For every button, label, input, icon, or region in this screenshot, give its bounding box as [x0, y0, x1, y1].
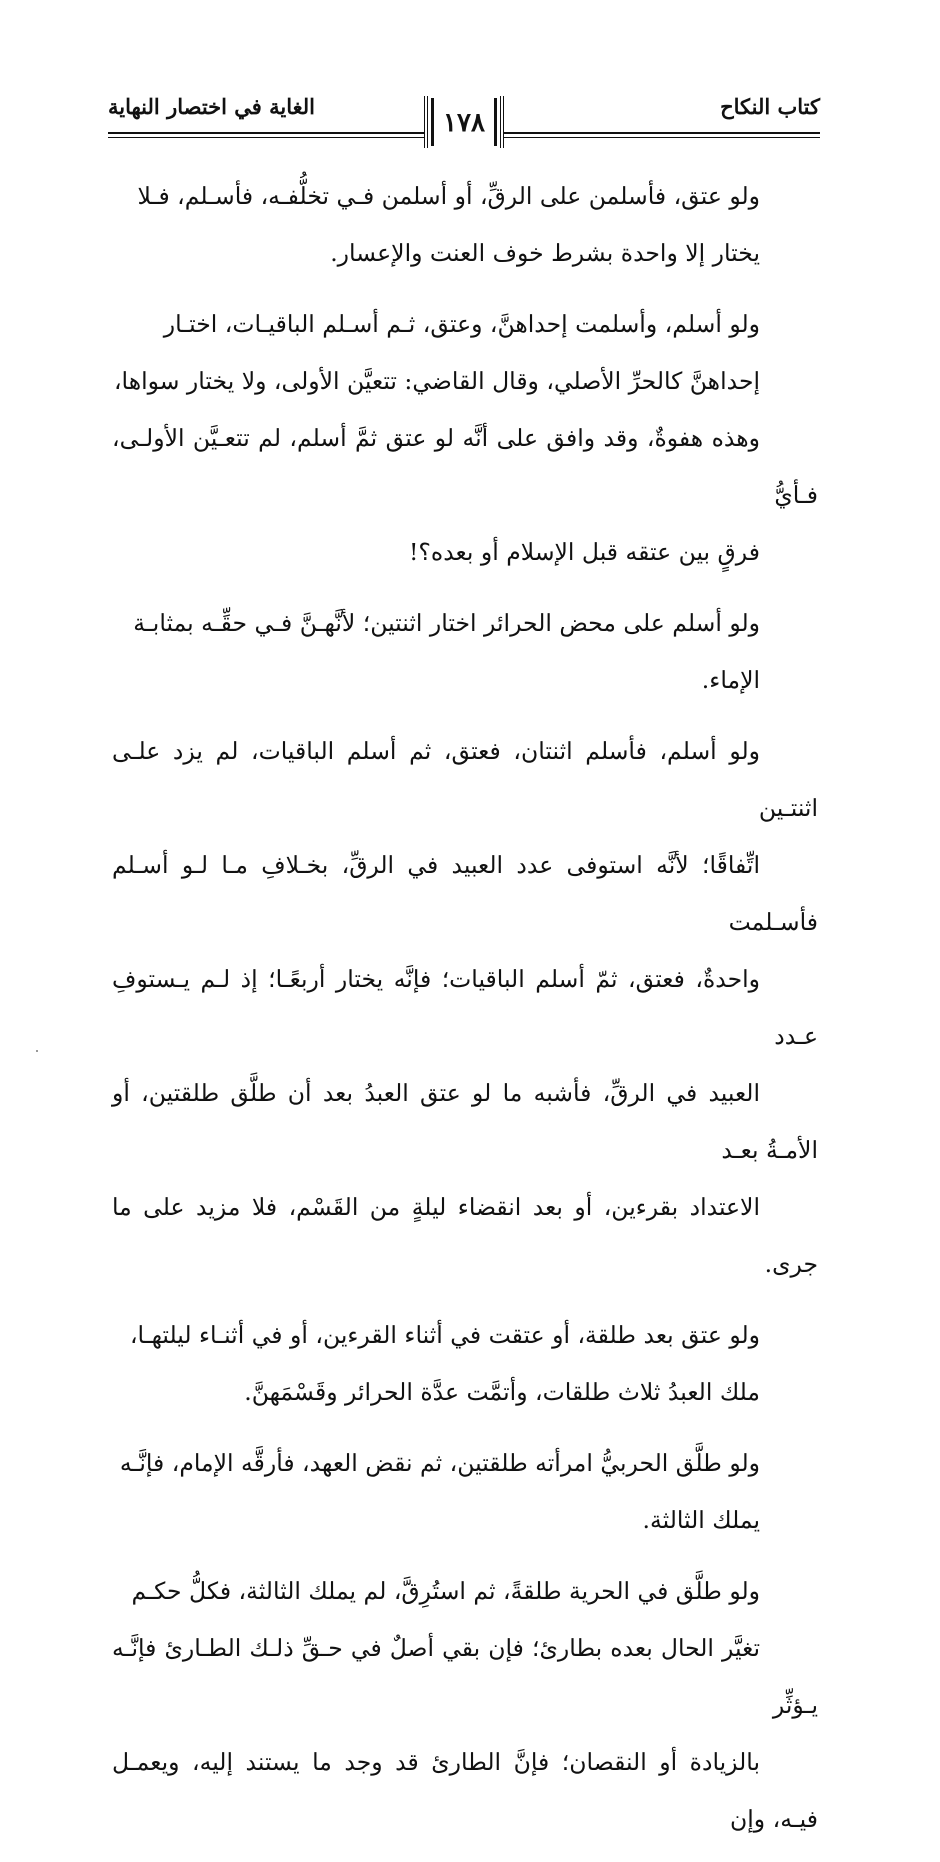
- running-header: [108, 92, 820, 152]
- text-line: تغيَّر الحال بعده بطارئ؛ فإن بقي أصلٌ في حـقِّ ذلـك الطـارئ فإنَّـه يـؤثِّر: [112, 1634, 818, 1719]
- paragraph: [112, 1307, 818, 1421]
- text-line: إحداهنَّ كالحرِّ الأصلي، وقال القاضي: تتعيَّن الأولى، ولا يختار سواها،: [113, 367, 760, 395]
- text-line: ولو عتق بعد طلقة، أو عتقت في أثناء القرءين، أو في أثنـاء ليلتهـا،: [129, 1321, 760, 1349]
- header-book-title: الغاية في اختصار النهاية: [108, 94, 315, 119]
- paragraph: [112, 296, 818, 581]
- page-body: [112, 168, 818, 1862]
- text-line: ولو أسلم، وأسلمت إحداهنَّ، وعتق، ثـم أسـلم الباقيـات، اختـار: [163, 310, 760, 338]
- text-line: ولو أسلم على محض الحرائر اختار اثنتين؛ لأنَّهـنَّ فـي حقِّـه بمثابـة: [133, 609, 760, 637]
- paragraph: [112, 595, 818, 709]
- text-line: ولو طلَّق في الحرية طلقةً، ثم استُرِقَّ، لم يملك الثالثة، فكلُّ حكـم: [131, 1577, 760, 1605]
- paragraph: [112, 168, 818, 282]
- text-line: وهذه هفوةٌ، وقد وافق على أنَّه لو عتق ثمَّ أسلم، لم تتعـيَّن الأولـى، فـأيُّ: [112, 424, 818, 509]
- paragraph: [112, 1435, 818, 1549]
- text-line: يملك الثالثة.: [642, 1506, 760, 1534]
- header-section-title: كتاب النكاح: [720, 94, 820, 119]
- text-line: واحدةٌ، فعتق، ثمّ أسلم الباقيات؛ فإنَّه يختار أربعًـا؛ إذ لـم يـستوفِ عـدد: [112, 965, 818, 1050]
- margin-speck: [36, 1050, 38, 1052]
- text-line: ملك العبدُ ثلاث طلقات، وأتمَّت عدَّة الحرائر وقَسْمَهنَّ.: [244, 1378, 760, 1406]
- text-line: فرقٍ بين عتقه قبل الإسلام أو بعده؟!: [408, 538, 760, 566]
- text-line: العبيد في الرقِّ، فأشبه ما لو عتق العبدُ بعد أن طلَّق طلقتين، أو الأمـةُ بعـد: [112, 1079, 818, 1164]
- text-line: بالزيادة أو النقصان؛ فإنَّ الطارئ قد وجد ما يستند إليه، ويعمـل فيـه، وإن: [112, 1748, 818, 1833]
- text-line: الاعتداد بقرءين، أو بعد انقضاء ليلةٍ من القَسْم، فلا مزيد على ما جرى.: [112, 1193, 818, 1278]
- text-line: الإماء.: [701, 666, 760, 694]
- text-line: اتِّفاقًا؛ لأنَّه استوفى عدد العبيد في الرقِّ، بخـلافِ مـا لـو أسـلم فأسـلمت: [112, 851, 818, 936]
- paragraph: [112, 723, 818, 1293]
- page-number: ١٧٨: [443, 108, 485, 138]
- text-line: ولو عتق، فأسلمن على الرقِّ، أو أسلمن فـي تخلُّفـه، فأسـلم، فـلا: [137, 182, 760, 210]
- page-number-frame: [424, 96, 504, 148]
- text-line: ولو طلَّق الحربيُّ امرأته طلقتين، ثم نقض العهد، فأرقَّه الإمام، فإنَّـه: [119, 1449, 760, 1477]
- text-line: ولو أسلم، فأسلم اثنتان، فعتق، ثم أسلم الباقيات، لم يزد علـى اثنتـين: [112, 737, 818, 822]
- text-line: يختار إلا واحدة بشرط خوف العنت والإعسار.: [330, 239, 760, 267]
- paragraph: [112, 1563, 818, 1848]
